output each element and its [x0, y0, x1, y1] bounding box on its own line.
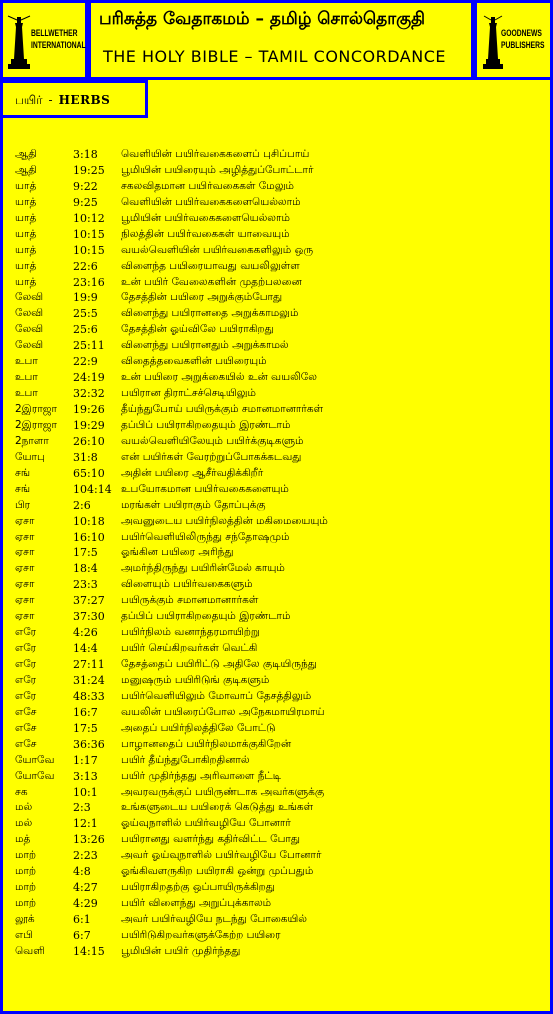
list-item [15, 434, 545, 450]
entry-reference: 19:9 [73, 291, 98, 305]
entry-book: மாற் [15, 897, 37, 910]
entry-reference: 19:25 [73, 163, 105, 177]
entry-text: வயல்வெளியிலேயும் பயிர்க்குடிகளும் [121, 434, 304, 447]
entry-text: விளைந்த பயிரையாவது வயலிலுள்ள [121, 259, 300, 272]
entry-reference: 17:5 [73, 721, 98, 735]
list-item [15, 832, 545, 848]
entry-reference: 2:23 [73, 849, 98, 863]
entry-text: பயிர் செய்கிறவர்கள் வெட்கி [121, 642, 258, 655]
entry-text: விளைந்து பயிரானதை அறுக்காமலும் [121, 307, 299, 320]
entry-text: தேசத்தின் ஓய்விலே பயிராகிறது [121, 323, 274, 336]
entry-text: தப்பிப் பயிராகிறதையும் இரண்டாம் [121, 610, 291, 623]
entry-reference: 104:14 [73, 482, 112, 496]
list-item [15, 880, 545, 896]
entry-book: சங் [15, 466, 31, 479]
bellwether-logo [0, 0, 88, 80]
entry-reference: 4:8 [73, 865, 91, 879]
entry-text: வெளியின் பயிர்வகைகளையெல்லாம் [121, 195, 301, 208]
lighthouse-icon [7, 13, 31, 71]
lighthouse-icon [483, 13, 503, 71]
entry-text: பூமியின் பயிர்வகைகளையெல்லாம் [121, 211, 290, 224]
title-tamil: பரிசுத்த வேதாகமம் – தமிழ் சொல்தொகுதி [99, 9, 426, 29]
list-item [15, 147, 545, 163]
list-item [15, 769, 545, 785]
entry-book: ஏசா [15, 578, 35, 591]
entry-reference: 22:6 [73, 259, 98, 273]
entry-reference: 37:30 [73, 610, 105, 624]
entry-reference: 6:1 [73, 913, 91, 926]
topic-heading [0, 80, 148, 118]
entry-book: மாற் [15, 849, 37, 862]
list-item [15, 641, 545, 657]
entry-reference: 19:29 [73, 418, 105, 432]
entry-reference: 65:10 [73, 466, 105, 480]
entry-book: யோவே [15, 769, 55, 782]
entry-book: லூக் [15, 913, 35, 925]
entry-text: பயிர்வெளியிலிருந்து சந்தோஷமும் [121, 530, 290, 543]
list-item [15, 944, 545, 960]
list-item [15, 530, 545, 546]
entry-reference: 18:4 [73, 562, 98, 576]
entry-book: சக [15, 785, 28, 798]
entry-text: பயிர் முதிர்ந்தது அரிவாளை நீட்டி [121, 769, 282, 782]
topic-english: HERBS [58, 93, 111, 107]
entry-reference: 17:5 [73, 546, 98, 560]
list-item [15, 163, 545, 179]
entry-book: பிர [15, 498, 31, 511]
entry-text: மரங்கள் பயிராகும் தோப்புக்கு [121, 498, 266, 511]
entry-reference: 13:26 [73, 833, 105, 847]
list-item [15, 354, 545, 370]
entry-book: சங் [15, 482, 31, 495]
entry-reference: 25:6 [73, 323, 98, 337]
entry-book: எசே [15, 721, 37, 734]
list-item [15, 322, 545, 338]
entry-reference: 10:1 [73, 785, 98, 799]
entry-reference: 10:12 [73, 211, 105, 225]
entry-reference: 12:1 [73, 817, 98, 831]
entry-reference: 3:13 [73, 769, 98, 783]
concordance-list [15, 147, 545, 960]
entry-text: உபயோகமான பயிர்வகைகளையும் [121, 482, 289, 495]
list-item [15, 928, 545, 944]
entry-text: விதைத்தவைகளின் பயிரையும் [121, 355, 267, 368]
list-item [15, 864, 545, 880]
entry-book: லேவி [15, 307, 44, 320]
entry-text: தேசத்தைப் பயிரிட்டு அதிலே குடியிருந்து [121, 658, 317, 670]
entry-book: வெளி [15, 944, 45, 957]
list-item [15, 689, 545, 705]
list-item [15, 498, 545, 514]
list-item [15, 816, 545, 832]
list-item [15, 514, 545, 530]
entry-reference: 9:25 [73, 195, 98, 209]
entry-book: எரே [15, 642, 37, 655]
entry-reference: 1:17 [73, 753, 98, 767]
entry-book: ஏசா [15, 530, 35, 543]
entry-book: மாற் [15, 881, 37, 894]
entry-book: யாத் [15, 259, 37, 272]
entry-reference: 48:33 [73, 689, 105, 703]
entry-reference: 19:26 [73, 403, 105, 416]
entry-book: ஏசா [15, 610, 35, 623]
entry-reference: 24:19 [73, 371, 105, 385]
entry-reference: 22:9 [73, 355, 98, 369]
list-item [15, 609, 545, 625]
entry-reference: 23:16 [73, 275, 105, 289]
entry-text: பயிர்நிலம் வனாந்தரமாயிற்று [121, 626, 260, 639]
entry-reference: 23:3 [73, 578, 98, 592]
entry-text: என் பயிர்கள் வேரற்றுப்போகக்கடவது [121, 450, 302, 463]
entry-reference: 6:7 [73, 928, 91, 942]
entry-text: பயிருக்கும் சமானமானார்கள் [121, 594, 259, 607]
entry-reference: 31:8 [73, 450, 98, 464]
entry-book: லேவி [15, 339, 44, 352]
entry-reference: 2:3 [73, 801, 91, 815]
entry-reference: 4:29 [73, 897, 98, 911]
entry-reference: 36:36 [73, 737, 105, 751]
entry-text: பாழானதைப் பயிர்நிலமாக்குகிறேன் [121, 737, 292, 750]
entry-book: யாத் [15, 179, 37, 192]
entry-book: லேவி [15, 323, 44, 336]
list-item [15, 848, 545, 864]
entry-text: பூமியின் பயிர் முதிர்ந்தது [121, 944, 241, 957]
entry-reference: 14:4 [73, 642, 98, 656]
list-item [15, 402, 545, 418]
list-item [15, 673, 545, 689]
entry-reference: 37:27 [73, 594, 105, 608]
entry-book: ஆதி [15, 148, 37, 160]
list-item [15, 785, 545, 801]
list-item [15, 466, 545, 482]
list-item [15, 290, 545, 306]
entry-reference: 25:11 [73, 339, 105, 353]
entry-book: உபா [15, 387, 38, 400]
list-item [15, 657, 545, 673]
entry-book: எபி [15, 928, 33, 941]
title-english: THE HOLY BIBLE – TAMIL CONCORDANCE [103, 47, 446, 66]
entry-text: உங்களுடைய பயிரைக் கெடுத்து உங்கள் [121, 801, 314, 814]
entry-text: பயிராகிறதற்கு ஒப்பாயிருக்கிறது [121, 881, 275, 894]
list-item [15, 625, 545, 641]
entry-text: ஓங்கிவளருகிற பயிராகி ஒன்று முப்பதும் [121, 865, 314, 878]
entry-text: விளைந்து பயிரானதும் அறுக்காமல் [121, 339, 289, 352]
entry-text: ஓய்வுநாளில் பயிர்வழியே போனார் [121, 817, 291, 830]
list-item [15, 243, 545, 259]
entry-book: மாற் [15, 865, 37, 878]
entry-text: அமர்ந்திருந்து பயிரின்மேல் காயும் [121, 562, 285, 575]
entry-reference: 10:15 [73, 243, 105, 257]
list-item [15, 338, 545, 354]
list-item [15, 386, 545, 402]
list-item [15, 593, 545, 609]
entry-book: யோபு [15, 450, 45, 463]
list-item [15, 896, 545, 912]
entry-text: பயிர் விளைந்து அறுப்புக்காலம் [121, 897, 272, 910]
list-item [15, 800, 545, 816]
entry-text: பயிர் தீய்ந்துபோகிறதினால் [121, 753, 250, 766]
entry-book: யாத் [15, 275, 37, 288]
entry-book: யோவே [15, 753, 55, 766]
entry-book: 2இராஜா [15, 403, 58, 415]
goodnews-logo [474, 0, 553, 80]
entry-reference: 4:27 [73, 881, 98, 895]
entry-text: உன் பயிரை அறுக்கையில் உன் வயலிலே [121, 371, 317, 384]
list-item [15, 370, 545, 386]
entry-book: யாத் [15, 195, 37, 208]
entry-text: தேசத்தின் பயிரை அறுக்கும்போது [121, 291, 283, 304]
entry-reference: 10:15 [73, 227, 105, 241]
entry-book: எசே [15, 705, 37, 718]
entry-book: ஏசா [15, 562, 35, 575]
entry-text: உன் பயிர் வேலைகளின் முதற்பலனை [121, 275, 302, 288]
list-item [15, 545, 545, 561]
entry-book: யாத் [15, 243, 37, 256]
entry-reference: 3:18 [73, 148, 98, 161]
entry-text: விளையும் பயிர்வகைகளும் [121, 578, 253, 591]
entry-book: எரே [15, 673, 37, 686]
list-item [15, 912, 545, 928]
entry-book: உபா [15, 371, 38, 384]
entry-book: 2இராஜா [15, 418, 58, 431]
entry-text: அவனுடைய பயிர்நிலத்தின் மகிமையையும் [121, 514, 328, 527]
entry-text: பூமியின் பயிரையும் அழித்துப்போட்டார் [121, 163, 314, 176]
entry-reference: 27:11 [73, 658, 105, 671]
entry-reference: 2:6 [73, 498, 91, 512]
entry-text: பயிரான திராட்சச்செடியிலும் [121, 387, 256, 400]
entry-text: அதைப் பயிர்நிலத்திலே போட்டு [121, 721, 276, 734]
entry-reference: 10:18 [73, 514, 105, 528]
entry-book: மத் [15, 833, 31, 846]
entry-text: சகலவிதமான பயிர்வகைகள் மேலும் [121, 179, 294, 192]
entry-reference: 25:5 [73, 307, 98, 321]
entry-reference: 32:32 [73, 387, 105, 401]
entry-reference: 9:22 [73, 179, 98, 193]
entry-book: எரே [15, 626, 37, 639]
entry-book: மல் [15, 801, 33, 814]
entry-text: அதின் பயிரை ஆசீர்வதிக்கிறீர் [121, 466, 264, 479]
entry-book: ஏசா [15, 594, 35, 607]
topic-tamil: பயிர் [15, 93, 43, 107]
entry-text: பயிரிடுகிறவர்களுக்கேற்ற பயிரை [121, 928, 281, 941]
list-item [15, 211, 545, 227]
entry-reference: 26:10 [73, 434, 105, 448]
entry-reference: 14:15 [73, 944, 105, 958]
list-item [15, 195, 545, 211]
list-item [15, 753, 545, 769]
entry-reference: 16:7 [73, 705, 98, 719]
entry-book: லேவி [15, 291, 44, 304]
title-banner [88, 0, 474, 80]
entry-book: ஏசா [15, 546, 35, 559]
list-item [15, 179, 545, 195]
entry-book: யாத் [15, 227, 37, 240]
list-item [15, 418, 545, 434]
entry-text: வயல்வெளியின் பயிர்வகைகளிலும் ஒரு [121, 243, 314, 256]
logo-left-line2: INTERNATIONAL [31, 40, 86, 50]
list-item [15, 306, 545, 322]
entry-book: எசே [15, 737, 37, 750]
entry-text: ஓங்கின பயிரை அரிந்து [121, 546, 234, 559]
entry-text: நிலத்தின் பயிர்வகைகள் யாவையும் [121, 227, 290, 240]
entry-book: மல் [15, 817, 33, 830]
list-item [15, 561, 545, 577]
entry-text: வெளியின் பயிர்வகைகளைப் புசிப்பாய் [121, 148, 310, 160]
list-item [15, 577, 545, 593]
entry-text: அவர் பயிர்வழியே நடந்து போகையில் [121, 913, 307, 925]
entry-reference: 16:10 [73, 530, 105, 544]
entry-text: பயிரானது வளர்ந்து கதிர்விட்ட போது [121, 833, 300, 846]
topic-separator: - [48, 93, 53, 107]
entry-reference: 31:24 [73, 673, 105, 687]
list-item [15, 737, 545, 753]
goodnews-logo-text [501, 27, 545, 51]
list-item [15, 721, 545, 737]
list-item [15, 275, 545, 291]
entry-book: எரே [15, 689, 37, 702]
entry-book: ஏசா [15, 514, 35, 527]
list-item [15, 227, 545, 243]
logo-right-line2: PUBLISHERS [501, 40, 545, 50]
logo-right-line1: GOODNEWS [501, 28, 542, 38]
entry-book: யாத் [15, 211, 37, 224]
list-item [15, 259, 545, 275]
entry-text: தப்பிப் பயிராகிறதையும் இரண்டாம் [121, 418, 291, 431]
bellwether-logo-text [31, 27, 86, 51]
entry-text: வயலின் பயிரைப்போல அநேகமாயிரமாய் [121, 705, 325, 718]
entry-text: தீய்ந்துபோய் பயிருக்கும் சமானமானார்கள் [121, 403, 324, 415]
list-item [15, 705, 545, 721]
entry-book: எரே [15, 658, 37, 670]
entry-reference: 4:26 [73, 626, 98, 640]
list-item [15, 450, 545, 466]
logo-left-line1: BELLWETHER [31, 28, 78, 38]
entry-book: உபா [15, 355, 38, 368]
entry-book: ஆதி [15, 163, 37, 176]
entry-text: பயிர்வெளியிலும் மோவாப் தேசத்திலும் [121, 689, 312, 702]
entry-book: 2நாளா [15, 434, 49, 447]
entry-text: அவர் ஓய்வுநாளில் பயிர்வழியே போனார் [121, 849, 322, 862]
list-item [15, 482, 545, 498]
entry-text: மனுஷரும் பயிரிடுங் குடிகளும் [121, 673, 270, 686]
entry-text: அவரவருக்குப் பயிருண்டாக அவர்களுக்கு [121, 785, 325, 798]
